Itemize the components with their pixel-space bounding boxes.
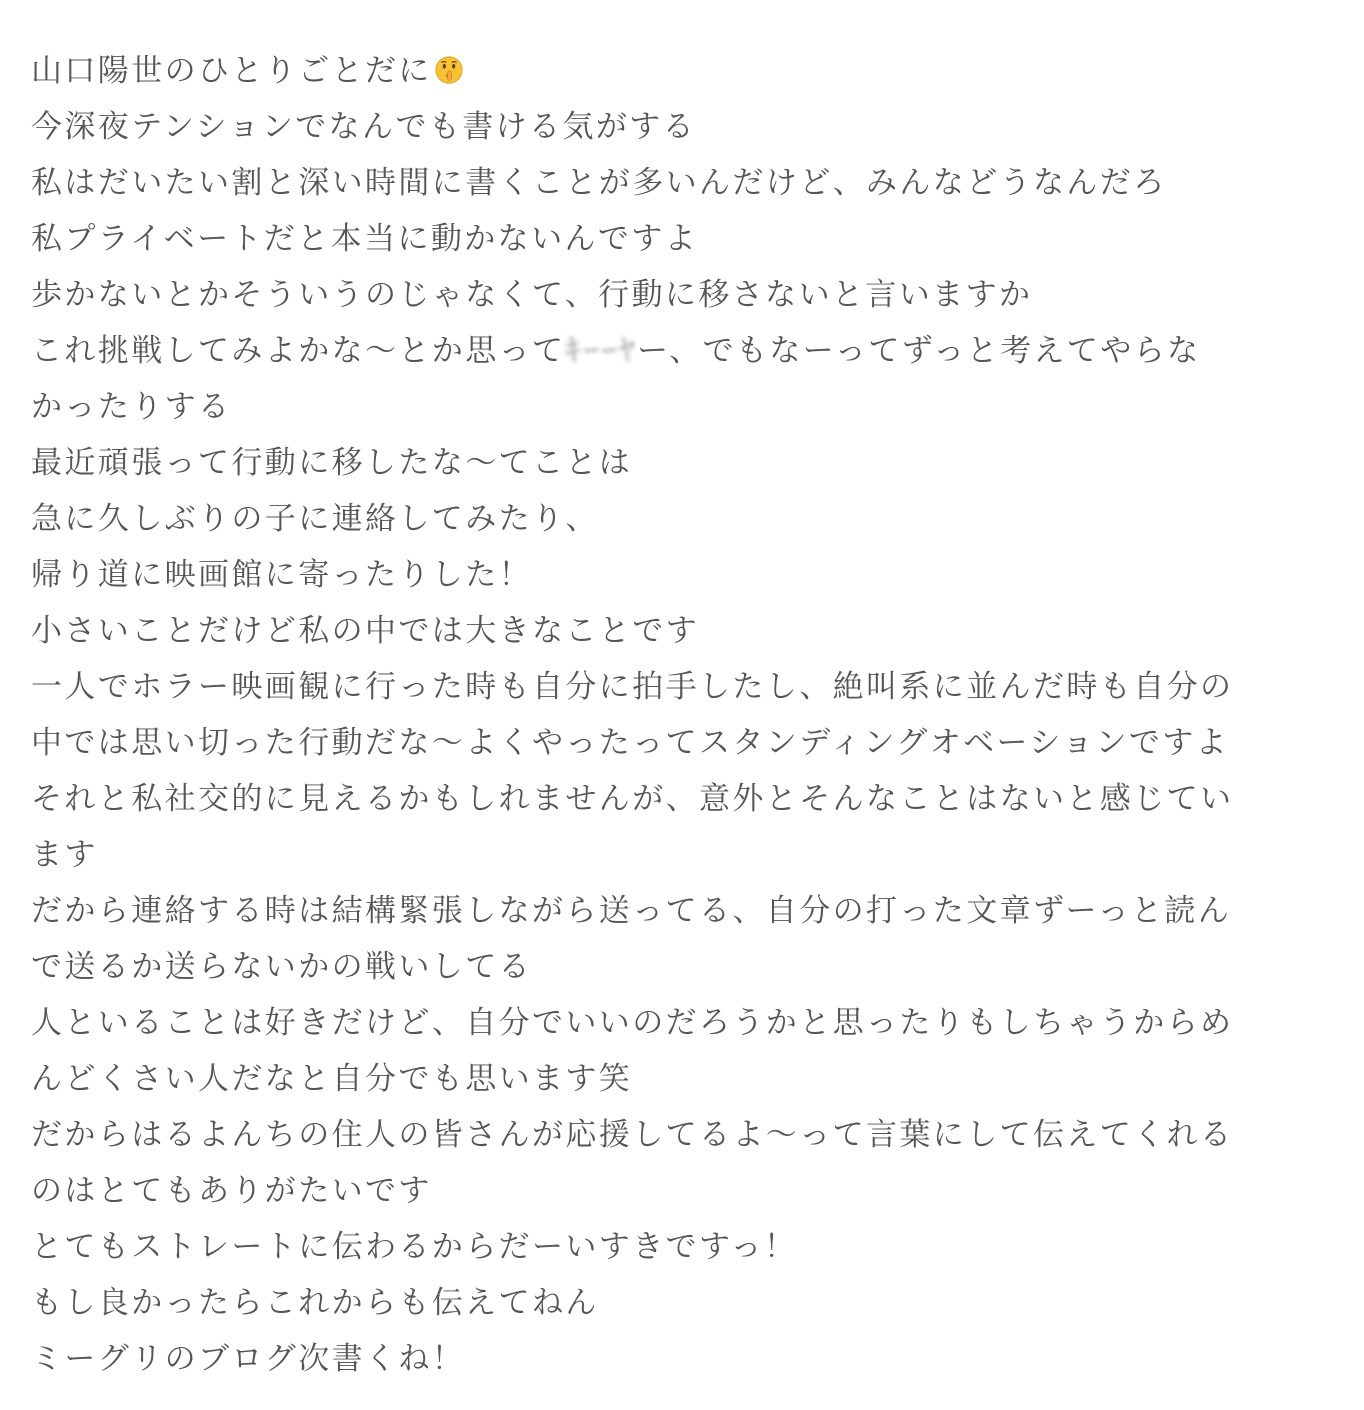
blog-line: 私プライベートだと本当に動かないんですよ xyxy=(31,221,699,257)
blog-line-text: 山口陽世のひとりごとだに xyxy=(31,53,432,89)
blog-line: 歩かないとかそういうのじゃなくて、行動に移さないと言いますか xyxy=(31,277,1033,313)
blog-line: のはとてもありがたいです xyxy=(31,1173,432,1209)
blog-line-text: これ挑戦してみよかな〜とか思って xyxy=(31,333,566,369)
blog-line: 私はだいたい割と深い時間に書くことが多いんだけど、みんなどうなんだろ xyxy=(31,165,1167,201)
blog-post-body xyxy=(31,43,1331,1387)
blog-line xyxy=(31,323,1331,379)
blog-line: 最近頑張って行動に移したな〜てことは xyxy=(31,445,633,481)
blog-line: 急に久しぶりの子に連絡してみたり、 xyxy=(31,501,599,537)
blog-line: だからはるよんちの住人の皆さんが応援してるよ〜って言葉にして伝えてくれる xyxy=(31,1117,1234,1153)
blog-line: 帰り道に映画館に寄ったりした！ xyxy=(31,557,532,593)
blog-line: とてもストレートに伝わるからだーいすきですっ！ xyxy=(31,1229,798,1265)
shushing-face-emoji-icon xyxy=(434,55,464,85)
blog-line: ます xyxy=(31,837,98,873)
blog-line: 今深夜テンションでなんでも書ける気がする xyxy=(31,109,697,145)
blog-line xyxy=(31,43,1331,99)
blog-line-text: ー、でもなーってずっと考えてやらな xyxy=(637,333,1201,369)
blog-line: かったりする xyxy=(31,389,232,425)
blurred-text: ｷｰｰﾔ xyxy=(565,333,638,369)
blog-line: ミーグリのブログ次書くね！ xyxy=(31,1341,466,1377)
blog-line: 中では思い切った行動だな〜よくやったってスタンディングオベーションですよ xyxy=(31,725,1230,761)
blog-line: で送るか送らないかの戦いしてる xyxy=(31,949,532,985)
blog-line: もし良かったらこれからも伝えてねん xyxy=(31,1285,599,1321)
blog-line: んどくさい人だなと自分でも思います笑 xyxy=(31,1061,633,1097)
blog-line: だから連絡する時は結構緊張しながら送ってる、自分の打った文章ずーっと読ん xyxy=(31,893,1232,929)
blog-line: それと私社交的に見えるかもしれませんが、意外とそんなことはないと感じてい xyxy=(31,781,1234,817)
blog-line: 一人でホラー映画観に行った時も自分に拍手したし、絶叫系に並んだ時も自分の xyxy=(31,669,1234,705)
blog-line: 人といることは好きだけど、自分でいいのだろうかと思ったりもしちゃうからめ xyxy=(31,1005,1234,1041)
blog-line: 小さいことだけど私の中では大きなことです xyxy=(31,613,699,649)
